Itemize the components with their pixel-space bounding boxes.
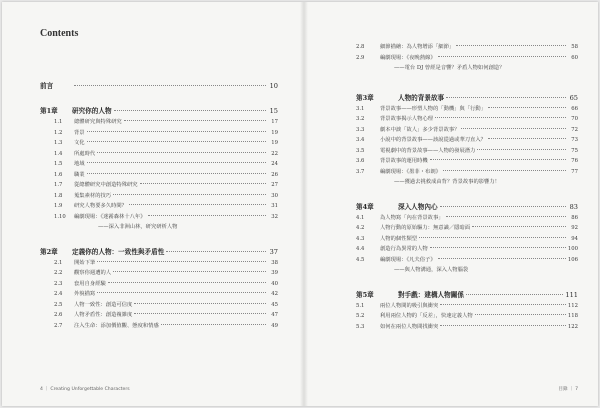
dot-leader [166,251,266,252]
entry-title: 總體研究與特殊研究 [74,119,122,125]
entry-page: 26 [271,171,278,178]
entry-number: 1.8 [54,192,63,199]
right-page-footer: 目錄 ｜ 7 [558,387,578,392]
entry-number: 3.7 [356,168,365,175]
dot-leader [134,303,266,304]
entry-page: 122 [567,323,578,330]
entry-title: 外貌描寫 [74,291,96,297]
chapter-page: 65 [569,93,578,102]
dot-leader [430,247,566,248]
dot-leader [87,141,266,142]
entry-number: 1.6 [54,171,63,178]
dot-leader [87,173,266,174]
entry-number: 3.4 [356,137,365,143]
entry-number: 1.5 [54,161,63,167]
toc-entry[interactable] [356,223,578,234]
entry-number: 3.6 [356,158,365,164]
entry-title: 套用自身經驗 [74,280,106,287]
entry-number: 2.4 [54,291,63,297]
entry-title: 小說中的背景故事——該說從過或華刀直入？ [380,137,486,143]
toc-entry[interactable] [356,301,578,312]
entry-title: 細節描繪：為人物增添「細節」 [380,44,455,50]
entry-title: 背景故事揭示人物心理 [380,116,433,122]
chapter-number: 第2章 [40,247,58,256]
toc-entry[interactable] [356,213,578,224]
dot-leader [97,261,266,262]
dot-leader [419,237,566,238]
entry-title: 注入生命：添加價值觀、態度和情感 [74,322,159,329]
toc-entry[interactable] [40,138,278,149]
entry-title: 從總體研究中創造特殊研究 [74,182,138,188]
entry-page: 77 [571,168,578,175]
toc-entry[interactable] [356,104,578,115]
entry-subtitle: ——深入非洲山林，研究研析人物 [98,224,178,230]
chapter-row[interactable] [356,289,578,301]
chapter-number: 第1章 [40,107,58,115]
toc-entry[interactable] [40,117,278,128]
entry-page: 49 [271,322,278,329]
entry-title: 開始下筆 [74,259,96,266]
entry-title: 背景故事——形塑人物的「動機」與「行動」 [380,105,486,112]
dot-leader [114,110,266,111]
toc-left [40,80,278,331]
toc-entry[interactable] [356,114,578,125]
entry-title: 劇本中談「故人」多少背景故事？ [380,126,460,133]
dot-leader [113,271,266,272]
toc-entry[interactable] [40,310,278,321]
dot-leader [148,215,266,216]
chapter-title: 定義你的人物：一致性與矛盾性 [72,247,165,256]
chapter-page: 111 [565,290,578,299]
dot-leader [438,56,566,57]
entry-title: 電視劇中的背景故事——人物的發展潛力 [380,147,476,154]
dot-leader [140,183,266,184]
entry-page: 22 [271,150,278,157]
entry-page: 31 [271,203,278,209]
entry-title: 背景故事的運用時機 [380,158,428,164]
toc-entry[interactable] [356,311,578,322]
entry-page: 70 [571,116,578,122]
dot-leader [461,128,566,129]
chapter-row[interactable] [40,246,278,258]
toc-entry[interactable] [40,159,278,170]
book-spread [2,2,598,406]
left-page-footer: 4 ｜ Creating Unforgettable Characters [40,387,130,392]
entry-number: 1.7 [54,182,63,188]
entry-number: 2.8 [356,44,365,50]
entry-number: 1.1 [54,119,63,125]
chapter-row[interactable] [40,105,278,117]
entry-title: 所處時代 [74,150,96,157]
entry-page: 118 [567,313,578,319]
entry-title: 人物行動的原始驅力：無意識／隱暗面 [380,225,471,231]
dot-leader [472,226,566,227]
entry-page: 19 [271,129,278,136]
preface-page: 10 [269,82,278,90]
entry-number: 3.5 [356,147,365,154]
entry-number: 3.2 [356,116,365,122]
chapter-page: 83 [569,202,578,211]
toc-entry[interactable] [356,234,578,245]
entry-title: 地域 [74,161,85,167]
dot-leader [97,292,266,293]
dot-leader [113,194,266,195]
entry-page: 100 [567,246,578,252]
entry-page: 76 [571,158,578,164]
dot-leader [87,131,266,132]
entry-title: 研究人物要多久時間？ [74,203,127,209]
entry-page: 30 [271,192,278,199]
chapter-title: 深入人物內心 [398,202,438,211]
toc-entry[interactable] [40,149,278,160]
entry-title: 兩位人物間的吸引與衝突 [380,302,439,309]
toc-entry[interactable] [356,135,578,146]
dot-leader [456,45,566,46]
chapter-title: 對手戲：建構人物關係 [398,290,464,299]
toc-entry[interactable] [356,156,578,167]
right-page [308,2,598,406]
entry-number: 2.9 [356,54,365,61]
entry-number: 1.10 [54,213,66,220]
toc-entry[interactable] [40,289,278,300]
entry-page: 32 [271,213,278,220]
entry-page: 92 [571,225,578,231]
entry-page: 66 [571,105,578,112]
chapter-number: 第3章 [356,93,374,102]
contents-heading: Contents [40,28,79,39]
toc-entry[interactable] [356,42,578,53]
entry-page: 47 [271,312,278,318]
entry-number: 1.2 [54,129,63,136]
toc-entry[interactable] [356,244,578,255]
book-gutter [300,2,308,406]
dot-leader [108,282,266,283]
chapter-page: 15 [269,107,278,115]
toc-entry[interactable] [40,201,278,212]
dot-leader [488,138,566,139]
toc-entry[interactable] [356,167,578,178]
entry-number: 5.3 [356,323,365,330]
entry-number: 4.4 [356,246,365,252]
entry-page: 45 [271,301,278,308]
toc-entry[interactable] [356,255,578,266]
entry-page: 94 [571,235,578,242]
entry-title: 背景 [74,129,85,136]
entry-number: 2.6 [54,312,63,318]
dot-leader [440,325,566,326]
entry-page: 19 [271,140,278,146]
entry-title: 觀察你週遭的人 [74,270,112,276]
entry-number: 2.7 [54,322,63,329]
dot-leader [488,107,566,108]
entry-title: 如何在兩位人物間找衝突 [380,323,439,330]
entry-number: 2.2 [54,270,63,276]
dot-leader [466,294,563,295]
entry-number: 2.3 [54,280,63,287]
entry-number: 4.2 [356,225,365,231]
chapter-page: 37 [269,247,278,256]
toc-entry[interactable] [356,146,578,157]
chapter-number: 第4章 [356,202,374,211]
dot-leader [129,204,266,205]
toc-entry[interactable] [356,53,578,64]
toc-right [356,42,578,332]
entry-number: 1.3 [54,140,63,146]
chapter-row[interactable] [356,201,578,213]
dot-leader [74,85,266,86]
dot-leader [440,206,566,207]
entry-page: 58 [571,44,578,50]
dot-leader [446,97,566,98]
entry-subtitle: ——與人物溝通，深入人物腦袋 [394,267,469,273]
entry-subtitle: ——電台 DJ 曾經是音響？矛盾人物如何創造？ [394,65,505,71]
toc-entry[interactable] [40,300,278,311]
dot-leader [161,324,266,325]
entry-number: 5.1 [356,302,365,309]
dot-leader [475,314,566,315]
chapter-title: 人物的背景故事 [398,93,445,102]
dot-leader [134,313,266,314]
entry-title: 文化 [74,140,85,146]
entry-page: 27 [271,182,278,188]
entry-number: 1.9 [54,203,63,209]
toc-entry[interactable] [356,322,578,333]
toc-entry[interactable] [40,268,278,279]
entry-title: 編劇現場：《凡夫俗子》 [380,256,436,263]
dot-leader [97,152,266,153]
chapter-title: 研究你的人物 [72,107,112,115]
toc-entry[interactable] [40,321,278,332]
dot-leader [124,120,266,121]
entry-page: 72 [571,126,578,133]
entry-page: 40 [271,280,278,287]
entry-page: 42 [271,291,278,297]
toc-entry[interactable] [40,180,278,191]
dot-leader [87,162,266,163]
entry-title: 編劇現場：《迷霧森林十八年》 [74,213,146,220]
entry-number: 3.1 [356,105,365,112]
toc-entry[interactable] [40,128,278,139]
dot-leader [438,258,566,259]
entry-page: 39 [271,270,278,276]
left-page [2,2,300,406]
entry-title: 人物矛盾性：創造複雜度 [74,312,133,318]
entry-page: 106 [567,256,578,263]
entry-number: 5.2 [356,313,365,319]
preface-row[interactable] [40,80,278,92]
entry-page: 24 [271,161,278,167]
entry-page: 86 [571,214,578,221]
dot-leader [443,170,566,171]
chapter-number: 第5章 [356,290,374,299]
dot-leader [446,216,566,217]
dot-leader [430,159,566,160]
entry-number: 4.5 [356,256,365,263]
toc-entry[interactable] [40,170,278,181]
entry-title: 蒐集素材的技巧 [74,192,112,199]
toc-entry[interactable] [356,125,578,136]
entry-number: 2.1 [54,259,63,266]
toc-entry[interactable] [40,212,278,223]
entry-title: 利用兩位人物的「反差」，快速定義人物 [380,313,473,319]
toc-entry[interactable] [40,258,278,269]
entry-page: 17 [271,119,278,125]
entry-number: 3.3 [356,126,365,133]
entry-title: 編劇現場：《夜晚熱線》 [380,54,436,61]
entry-title: 編劇現場：《墨菲・布朗》 [380,168,441,175]
entry-title: 職業 [74,171,85,178]
dot-leader [477,149,566,150]
entry-number: 4.3 [356,235,365,242]
entry-number: 1.4 [54,150,63,157]
chapter-row[interactable] [356,92,578,104]
entry-title: 創造行為異常的人物 [380,246,428,252]
toc-entry[interactable] [40,279,278,290]
entry-page: 73 [571,137,578,143]
entry-title: 人物的個性類型 [380,235,418,242]
entry-page: 60 [571,54,578,61]
entry-title: 為人物寫「內在背景故事」 [380,214,444,221]
entry-page: 112 [567,302,578,309]
dot-leader [435,117,566,118]
entry-number: 2.5 [54,301,63,308]
entry-number: 4.1 [356,214,365,221]
entry-page: 38 [271,259,278,266]
preface-title: 前言 [40,82,54,90]
dot-leader [440,304,566,305]
entry-page: 75 [571,147,578,154]
entry-subtitle: ——獲過去挑救成由背？背景故事的影響力！ [394,179,500,185]
entry-title: 人物一致性：創造可信度 [74,301,133,308]
toc-entry[interactable] [40,191,278,202]
